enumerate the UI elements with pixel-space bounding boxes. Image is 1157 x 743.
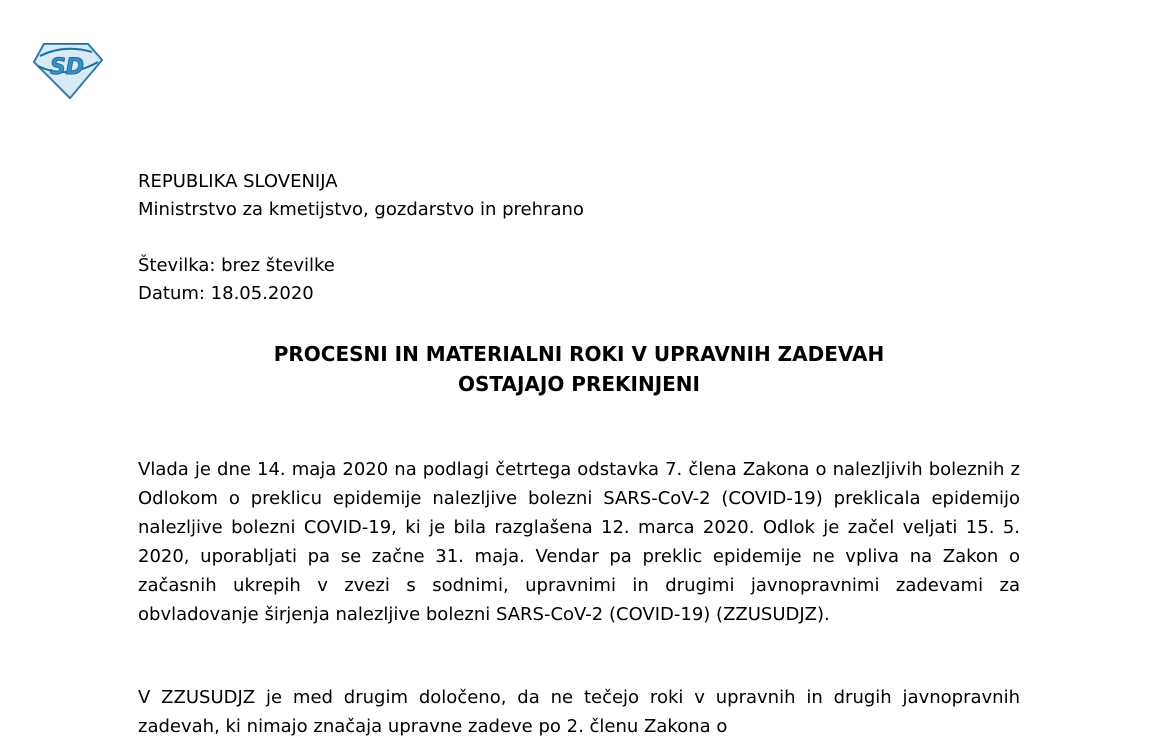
document-title (138, 339, 1020, 399)
document-date: Datum: 18.05.2020 (138, 283, 314, 304)
country-name: REPUBLIKA SLOVENIJA (138, 171, 338, 192)
letter-header (138, 168, 584, 224)
ministry-name: Ministrstvo za kmetijstvo, gozdarstvo in prehrano (138, 199, 584, 220)
title-line-2: OSTAJAJO PREKINJENI (458, 372, 700, 396)
document-number: Številka: brez številke (138, 255, 335, 276)
body-paragraph-1: Vlada je dne 14. maja 2020 na podlagi četrtega odstavka 7. člena Zakona o nalezljivih boleznih z Odlokom o preklicu epidemije nalezljive bolezni SARS-CoV-2 (COVID-19) preklicala epidemijo nalezljive bolezni COVID-19, ki je bila razglašena 12. marca 2020. Odlok je začel veljati 15. 5. 2020, uporabljati pa se začne 31. maja. Vendar pa preklic epidemije ne vpliva na Zakon o začasnih ukrepih v zvezi s sodnimi, upravnimi in drugimi javnopravnimi zadevami za obvladovanje širjenja nalezljive bolezni SARS-CoV-2 (COVID-19) (ZZUSUDJZ). (138, 459, 1020, 625)
logo-text: SD (49, 55, 85, 80)
document-meta (138, 252, 335, 308)
title-line-1: PROCESNI IN MATERIALNI ROKI V UPRAVNIH ZADEVAH (273, 342, 885, 366)
sd-diamond-logo-icon (30, 40, 104, 100)
body-paragraph-2: V ZZUSUDJZ je med drugim določeno, da ne tečejo roki v upravnih in drugih javnopravnih zadevah, ki nimajo značaja upravne zadeve po 2. členu Zakona o (138, 687, 1020, 737)
